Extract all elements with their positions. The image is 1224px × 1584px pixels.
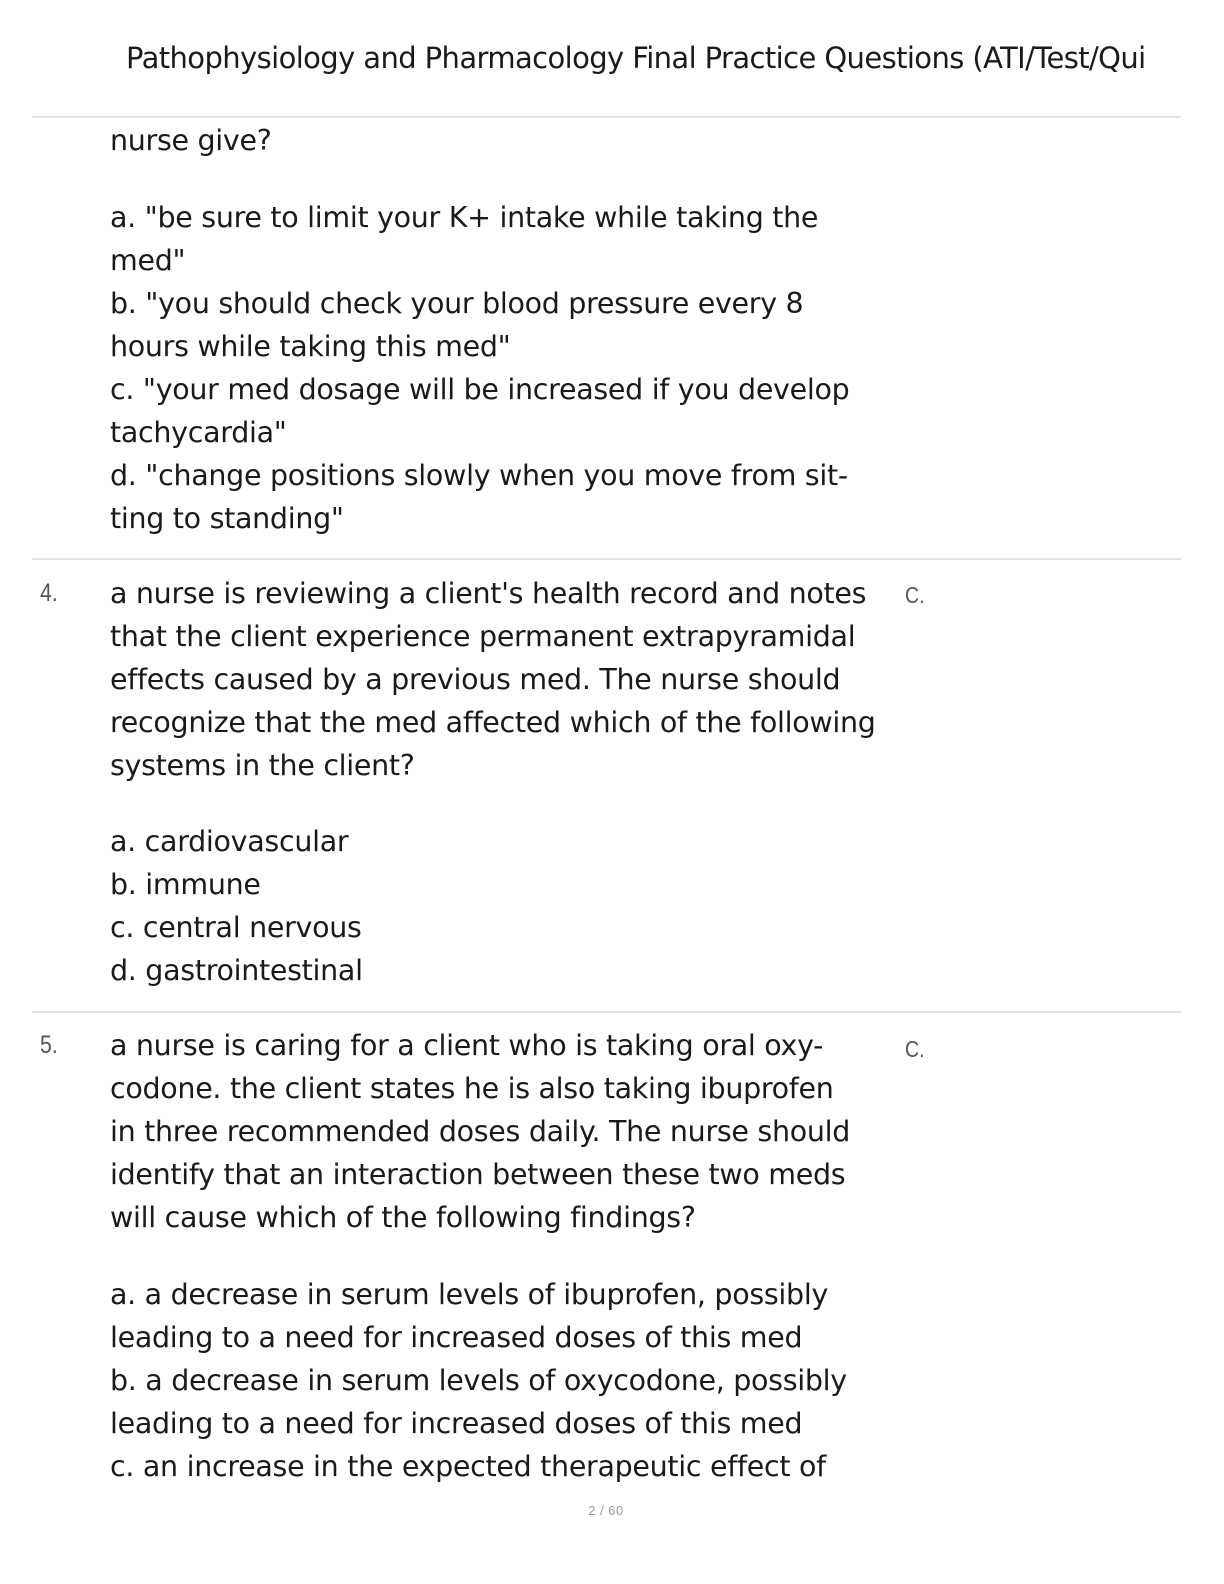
question-4-stem <box>110 572 910 787</box>
answer-option-line: a. cardiovascular <box>110 825 349 858</box>
answer-option-line: hours while taking this med" <box>110 330 511 363</box>
answer-option-line: c. central nervous <box>110 911 362 944</box>
question-divider <box>32 558 1181 560</box>
answer-option-line: b. "you should check your blood pressure every 8 <box>110 287 804 320</box>
question-5-options <box>110 1273 910 1488</box>
question-3-continuation <box>110 119 910 162</box>
question-4-options <box>110 820 910 992</box>
answer-option-line: a. a decrease in serum levels of ibuprofen, possibly <box>110 1278 829 1311</box>
answer-option-line: b. a decrease in serum levels of oxycodone, possibly <box>110 1364 847 1397</box>
question-number: 4. <box>40 579 58 607</box>
answer-option-line: b. immune <box>110 868 261 901</box>
question-stem-line: recognize that the med affected which of the following <box>110 706 876 739</box>
question-stem-line: codone. the client states he is also taking ibuprofen <box>110 1072 834 1105</box>
answer-option-line: leading to a need for increased doses of this med <box>110 1407 803 1440</box>
question-stem-line: systems in the client? <box>110 749 415 782</box>
question-5-stem <box>110 1024 910 1239</box>
question-stem-line: will cause which of the following findings? <box>110 1201 696 1234</box>
answer-key: C. <box>905 1036 925 1062</box>
question-stem-line: in three recommended doses daily. The nurse should <box>110 1115 851 1148</box>
question-stem-line: effects caused by a previous med. The nurse should <box>110 663 841 696</box>
answer-option-line: d. "change positions slowly when you move from sit- <box>110 459 848 492</box>
answer-option-line: ting to standing" <box>110 502 344 535</box>
header-divider <box>32 116 1181 118</box>
question-stem-line: that the client experience permanent extrapyramidal <box>110 620 856 653</box>
question-number: 5. <box>40 1031 58 1059</box>
question-divider <box>32 1011 1181 1013</box>
question-stem-line: nurse give? <box>110 124 272 157</box>
page-indicator: 2 / 60 <box>588 1503 624 1518</box>
answer-key: C. <box>905 582 925 608</box>
answer-option-line: a. "be sure to limit your K+ intake while taking the <box>110 201 819 234</box>
question-stem-line: a nurse is reviewing a client's health record and notes <box>110 577 867 610</box>
answer-option-line: c. an increase in the expected therapeutic effect of <box>110 1450 826 1483</box>
question-3-options <box>110 196 910 540</box>
answer-option-line: med" <box>110 244 186 277</box>
answer-option-line: c. "your med dosage will be increased if you develop <box>110 373 850 406</box>
document-title: Pathophysiology and Pharmacology Final Practice Questions (ATI/Test/Qui <box>126 41 1146 75</box>
answer-option-line: tachycardia" <box>110 416 287 449</box>
answer-option-line: d. gastrointestinal <box>110 954 363 987</box>
question-stem-line: a nurse is caring for a client who is taking oral oxy- <box>110 1029 824 1062</box>
question-stem-line: identify that an interaction between these two meds <box>110 1158 846 1191</box>
answer-option-line: leading to a need for increased doses of this med <box>110 1321 803 1354</box>
